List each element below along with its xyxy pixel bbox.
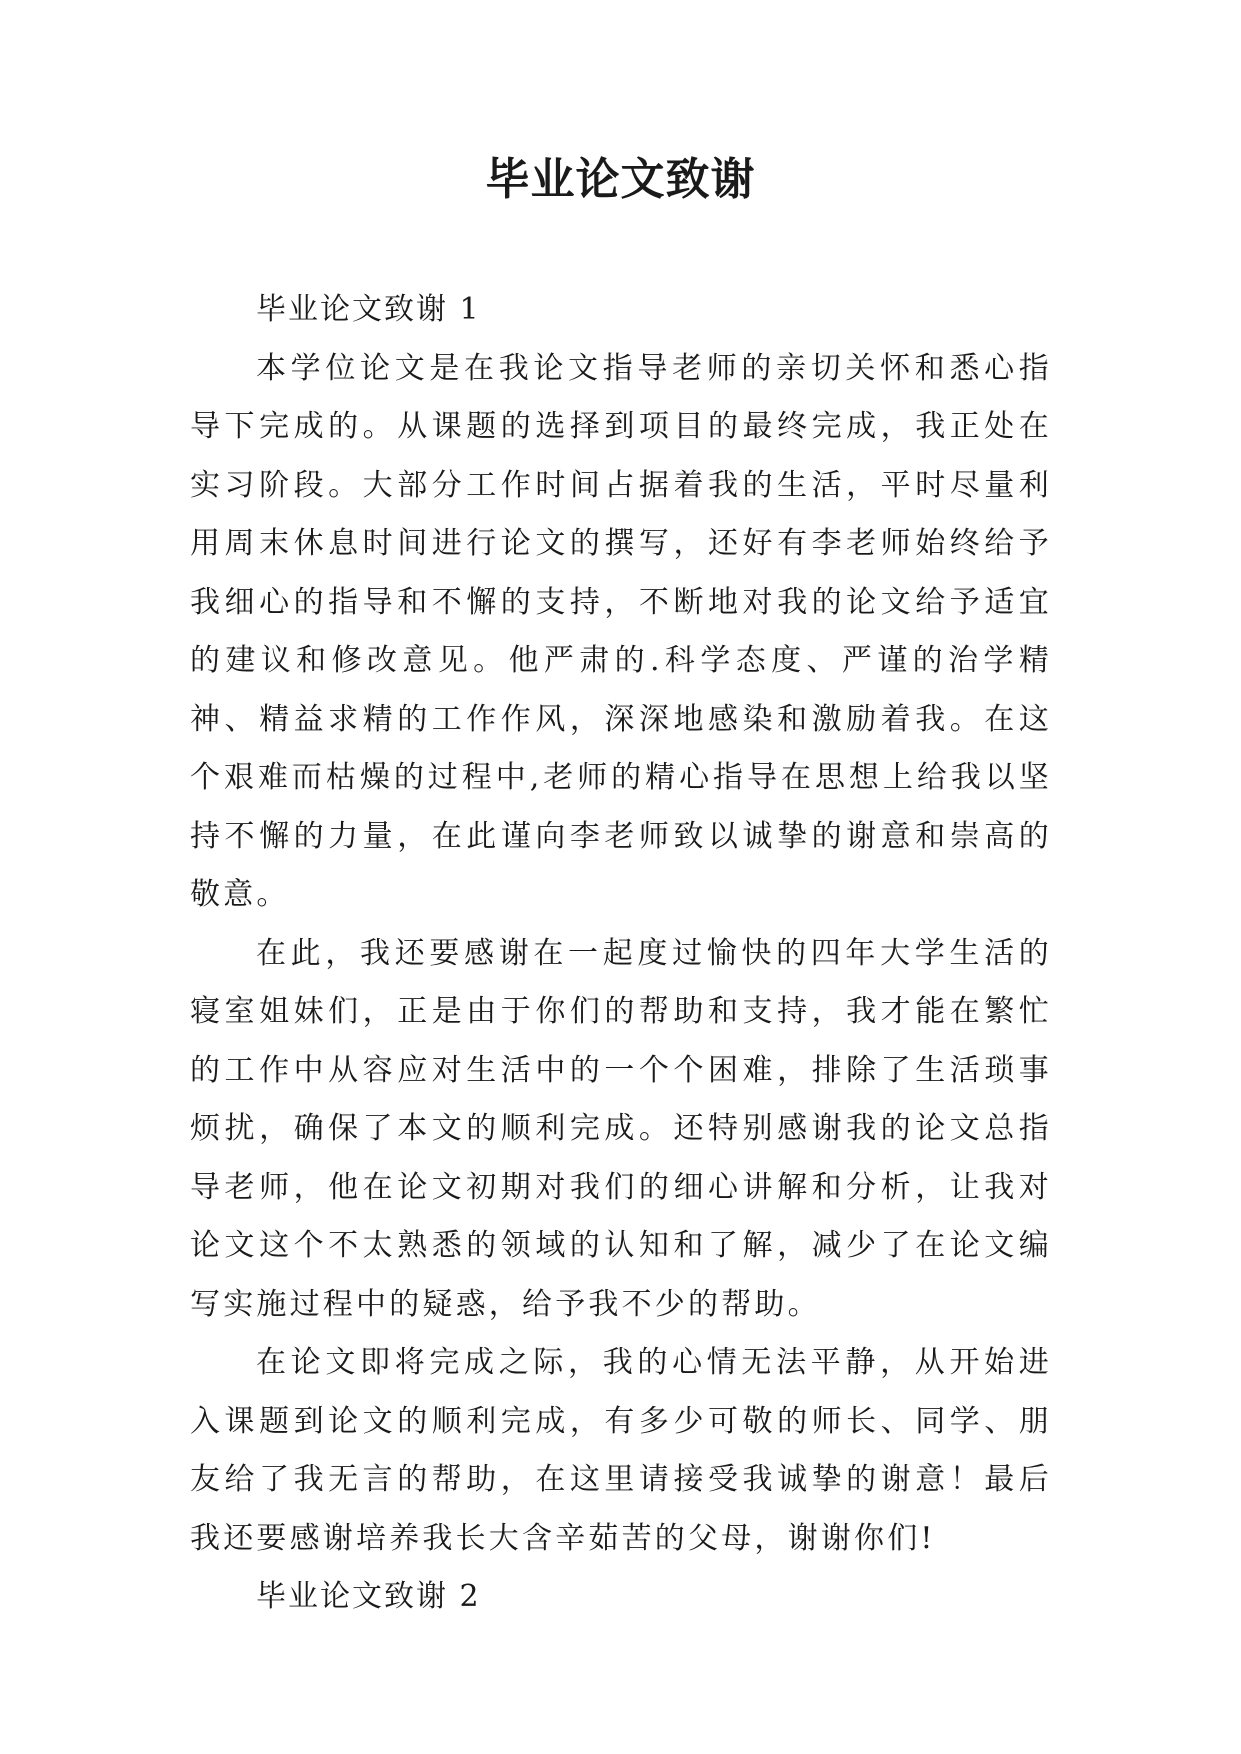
paragraph-2: 在此，我还要感谢在一起度过愉快的四年大学生活的寝室姐妹们，正是由于你们的帮助和支持，我才能在繁忙的工作中从容应对生活中的一个个困难，排除了生活琐事烦扰，确保了本文的顺利完成。还特别感谢我的论文总指导老师，他在论文初期对我们的细心讲解和分析，让我对论文这个不太熟悉的领域的认知和了解，减少了在论文编写实施过程中的疑惑，给予我不少的帮助。 — [190, 935, 1052, 1322]
section-heading-2: 毕业论文致谢 2 — [256, 1579, 481, 1614]
section-heading-1: 毕业论文致谢 1 — [256, 292, 481, 327]
paragraph-3: 在论文即将完成之际，我的心情无法平静，从开始进入课题到论文的顺利完成，有多少可敬的师长、同学、朋友给了我无言的帮助，在这里请接受我诚挚的谢意！最后我还要感谢培养我长大含辛茹苦的父母，谢谢你们! — [190, 1345, 1052, 1556]
paragraph-1: 本学位论文是在我论文指导老师的亲切关怀和悉心指导下完成的。从课题的选择到项目的最终完成，我正处在实习阶段。大部分工作时间占据着我的生活，平时尽量利用周末休息时间进行论文的撰写，还好有李老师始终给予我细心的指导和不懈的支持，不断地对我的论文给予适宜的建议和修改意见。他严肃的.科学态度、严谨的治学精神、精益求精的工作作风，深深地感染和激励着我。在这个艰难而枯燥的过程中,老师的精心指导在思想上给我以坚持不懈的力量，在此谨向李老师致以诚挚的谢意和崇高的敬意。 — [190, 350, 1052, 912]
document-title: 毕业论文致谢 — [485, 154, 756, 205]
document-body — [190, 281, 1052, 1627]
